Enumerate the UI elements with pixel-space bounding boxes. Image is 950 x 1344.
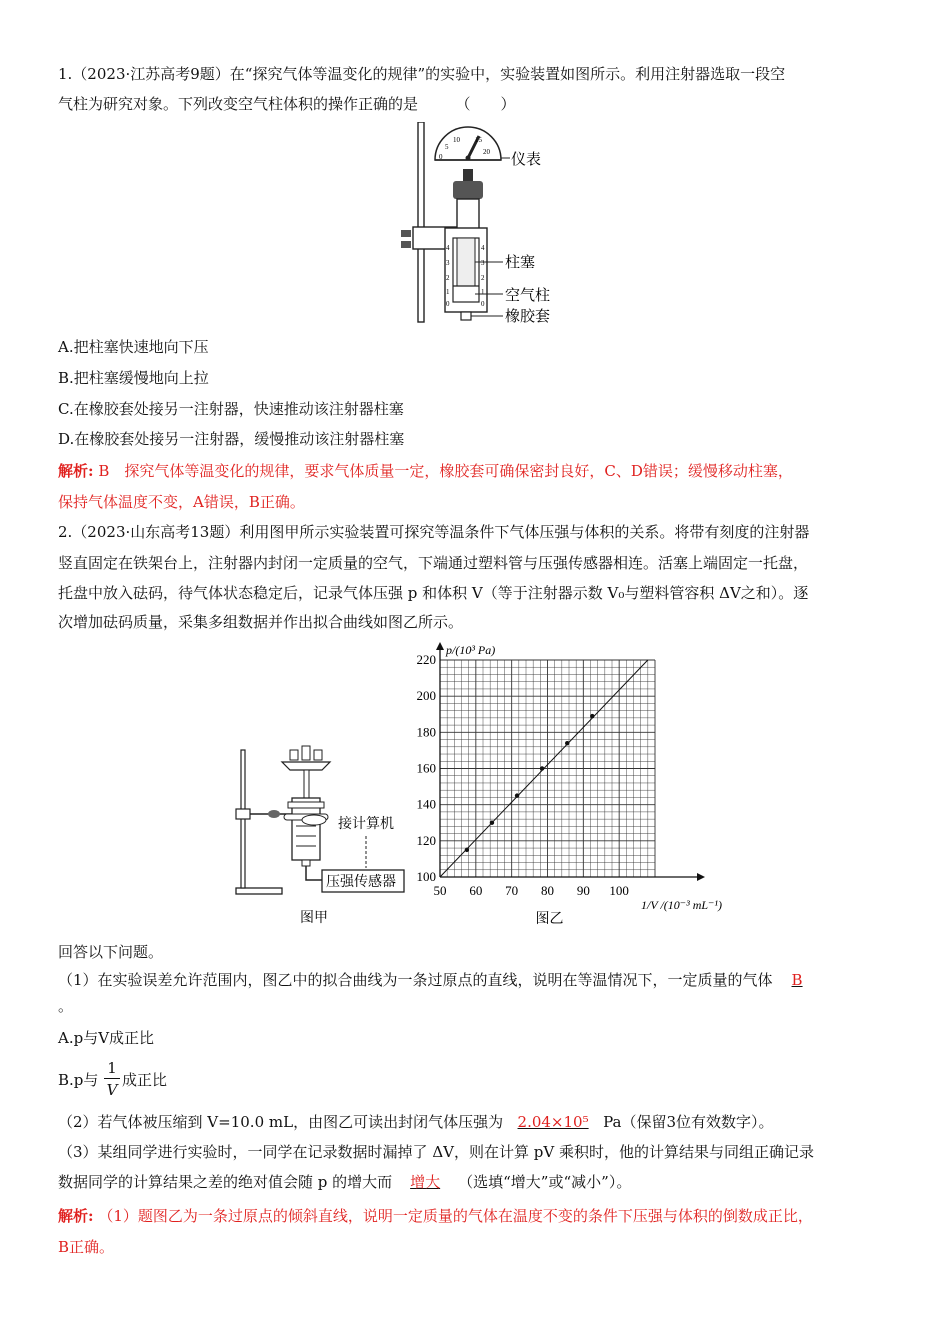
q2-sub3-line1: （3）某组同学进行实验时，一同学在记录数据时漏掉了 ΔV，则在计算 pV 乘积时，他的计算结果与同组正确记录: [58, 1143, 814, 1161]
gauge-dial-5: 5: [445, 143, 449, 151]
scale-r3: 3: [481, 259, 485, 267]
q2-analysis-line1: [58, 1206, 813, 1226]
data-point: [465, 848, 469, 852]
gauge-dial-15: 15: [475, 136, 482, 144]
rubber-cap-label: 橡胶套: [505, 309, 551, 325]
q1-analysis-text1: B 探究气体等温变化的规律，要求气体质量一定，橡胶套可确保密封良好，C、D错误；缓慢移动柱塞，: [98, 462, 793, 480]
q1-stem-line2: 气柱为研究对象。下列改变空气柱体积的操作正确的是 （ ）: [58, 95, 516, 113]
x-tick-label: 80: [541, 883, 554, 898]
q2-stem-line2: 竖直固定在铁架台上，注射器内封闭一定质量的空气，下端通过塑料管与压强传感器相连。活塞上端固定一托盘，: [58, 554, 809, 572]
q1-option-a: A.把柱塞快速地向下压: [58, 338, 209, 356]
x-tick-label: 90: [576, 883, 590, 898]
q2-apparatus-figure: [230, 740, 410, 932]
y-tick-label: 200: [416, 688, 436, 704]
y-axis-arrow: [436, 642, 444, 650]
q2-analysis-line2: B正确。: [58, 1238, 115, 1256]
q2-sub3-line2: [58, 1172, 631, 1192]
y-tick-label: 220: [416, 652, 436, 667]
scale-2: 2: [446, 274, 450, 282]
data-point: [490, 821, 494, 825]
q2-sub1-text: （1）在实验误差允许范围内，图乙中的拟合曲线为一条过原点的直线，说明在等温情况下，一定质量的气体: [58, 971, 773, 989]
gauge-label: 仪表: [511, 152, 542, 168]
q1-option-b: B.把柱塞缓慢地向上拉: [58, 369, 209, 387]
q2-sub2-pre: （2）若气体被压缩到 V=10.0 mL，由图乙可读出封闭气体压强为: [58, 1113, 504, 1131]
scale-r0: 0: [481, 300, 485, 308]
gauge-dial-0: 0: [439, 153, 443, 161]
scale-r2: 2: [481, 274, 485, 282]
y-tick-label: 140: [416, 796, 436, 812]
y-axis-label: p/(10³ Pa): [446, 643, 496, 657]
q1-analysis-label: 解析:: [58, 462, 94, 480]
fraction-numerator: 1: [107, 1059, 117, 1077]
q1-apparatus-figure: [395, 122, 575, 327]
scale-r4: 4: [481, 244, 485, 252]
q1-option-d: D.在橡胶套处接另一注射器，缓慢推动该注射器柱塞: [58, 430, 405, 448]
y-tick-label: 100: [416, 869, 436, 884]
q1-stem-line1: 1.（2023·江苏高考9题）在“探究气体等温变化的规律”的实验中，实验装置如图所示。利用注射器选取一段空: [58, 65, 786, 83]
x-tick-label: 100: [609, 883, 629, 898]
q2-stem-line3: 托盘中放入砝码，待气体状态稳定后，记录气体压强 p 和体积 V（等于注射器示数 V₀与塑料管容积 ΔV之和）。逐: [58, 584, 809, 602]
scale-4: 4: [446, 244, 450, 252]
q2-sub3-answer: 增大: [410, 1173, 441, 1191]
fraction-denominator: V: [106, 1081, 118, 1099]
scale-r1: 1: [481, 288, 485, 296]
q2-option-b-pre: B.p与: [58, 1071, 99, 1089]
y-tick-label: 120: [416, 832, 436, 848]
q2-stem-line4: 次增加砝码质量，采集多组数据并作出拟合曲线如图乙所示。: [58, 613, 464, 631]
q2-analysis-text1: （1）题图乙为一条过原点的倾斜直线，说明一定质量的气体在温度不变的条件下压强与体积的倒数成正比，: [98, 1207, 813, 1225]
x-axis-arrow: [697, 873, 705, 881]
q2-analysis-label: 解析:: [58, 1207, 94, 1225]
q2-sub1: [58, 970, 803, 990]
x-tick-label: 70: [505, 883, 519, 898]
q2-sub2-answer: 2.04×10⁵: [517, 1113, 589, 1131]
q2-sub2: [58, 1112, 774, 1132]
q1-option-c: C.在橡胶套处接另一注射器，快速推动该注射器柱塞: [58, 400, 404, 418]
q2-sub1-answer: B: [791, 971, 803, 989]
q2-sub1-end: 。: [58, 997, 74, 1015]
fraction-bar: [104, 1078, 120, 1079]
q1-analysis-line2: 保持气体温度不变，A错误，B正确。: [58, 493, 305, 511]
scale-1: 1: [446, 288, 450, 296]
y-tick-label: 180: [416, 724, 436, 740]
q2-sub3-pre: 数据同学的计算结果之差的绝对值会随 p 的增大而: [58, 1173, 393, 1191]
q2-sub3-post: （选填“增大”或“减小”）。: [458, 1173, 632, 1191]
sensor-label: 压强传感器: [326, 875, 396, 890]
q2-prompt: 回答以下问题。: [58, 943, 164, 961]
air-column-label: 空气柱: [505, 288, 551, 304]
plunger-label: 柱塞: [505, 255, 536, 271]
fig-b-caption: 图乙: [535, 912, 564, 927]
gauge-dial-20: 20: [483, 148, 490, 156]
data-point: [515, 793, 519, 797]
data-point: [540, 766, 544, 770]
y-tick-label: 160: [416, 760, 436, 776]
q2-option-a: A.p与V成正比: [58, 1029, 155, 1047]
x-tick-label: 50: [433, 883, 447, 898]
data-point: [565, 741, 569, 745]
pressure-volume-chart: [405, 640, 725, 932]
x-axis-label: 1/V /(10⁻³ mL⁻¹): [641, 898, 722, 912]
x-tick-label: 60: [469, 883, 483, 898]
q2-stem-line1: 2.（2023·山东高考13题）利用图甲所示实验装置可探究等温条件下气体压强与体积的关系。将带有刻度的注射器: [58, 523, 810, 541]
scale-3: 3: [446, 259, 450, 267]
scale-0: 0: [446, 300, 450, 308]
data-point: [590, 714, 594, 718]
gauge-dial-10: 10: [453, 136, 460, 144]
q2-sub2-post: Pa（保留3位有效数字）。: [603, 1113, 774, 1131]
q1-analysis-line1: [58, 461, 793, 481]
fig-a-caption: 图甲: [300, 911, 328, 926]
q2-option-b-post: 成正比: [122, 1071, 168, 1089]
computer-label: 接计算机: [338, 817, 394, 832]
